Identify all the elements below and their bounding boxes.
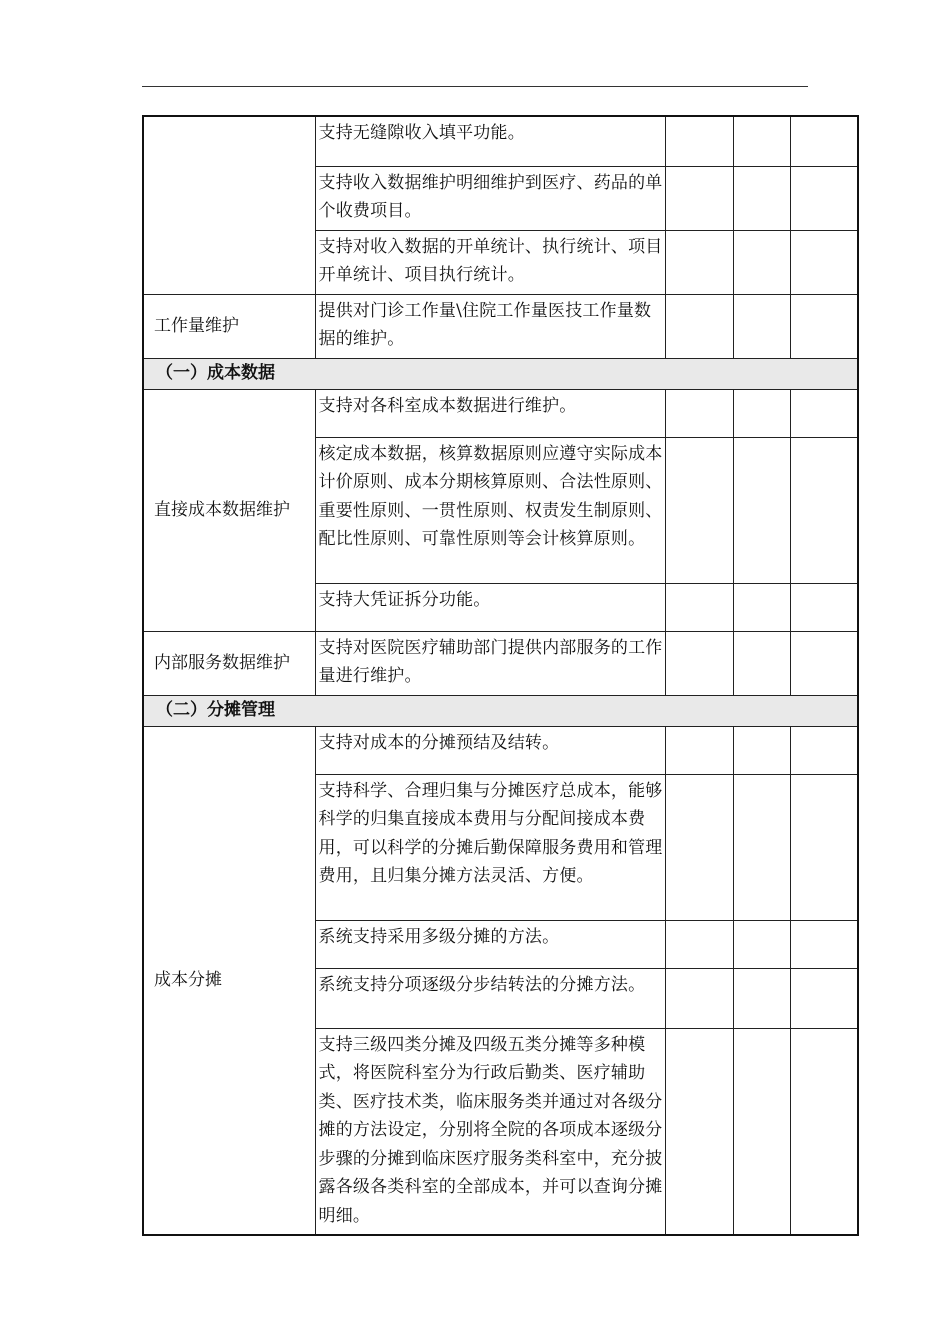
table-row [143, 631, 858, 695]
requirement-text: 支持科学、合理归集与分摊医疗总成本，能够科学的归集直接成本费用与分配间接成本费用，可以科学的分摊后勤保障服务费用和管理费用，且归集分摊方法灵活、方便。 [315, 774, 665, 920]
check-cell [665, 726, 733, 774]
check-cell [665, 920, 733, 968]
requirement-text: 支持对医院医疗辅助部门提供内部服务的工作量进行维护。 [315, 631, 665, 695]
check-cell [790, 1028, 858, 1235]
check-cell [790, 583, 858, 631]
requirement-text: 支持三级四类分摊及四级五类分摊等多种模式，将医院科室分为行政后勤类、医疗辅助类、医疗技术类，临床服务类并通过对各级分摊的方法设定，分别将全院的各项成本逐级分步骤的分摊到临床医疗服务类科室中，充分披露各级各类科室的全部成本，并可以查询分摊明细。 [315, 1028, 665, 1235]
section-header-row [143, 695, 858, 726]
check-cell [665, 389, 733, 437]
requirement-text: 核定成本数据，核算数据原则应遵守实际成本计价原则、成本分期核算原则、合法性原则、重要性原则、一贯性原则、权责发生制原则、配比性原则、可靠性原则等会计核算原则。 [315, 437, 665, 583]
check-cell [733, 631, 790, 695]
check-cell [733, 920, 790, 968]
check-cell [790, 116, 858, 166]
table-row [143, 294, 858, 358]
check-cell [665, 166, 733, 230]
requirement-text: 支持收入数据维护明细维护到医疗、药品的单个收费项目。 [315, 166, 665, 230]
check-cell [733, 968, 790, 1028]
check-cell [665, 631, 733, 695]
check-cell [733, 1028, 790, 1235]
requirement-text: 系统支持分项逐级分步结转法的分摊方法。 [315, 968, 665, 1028]
check-cell [733, 230, 790, 294]
section-header-row [143, 358, 858, 389]
requirement-text: 支持对各科室成本数据进行维护。 [315, 389, 665, 437]
check-cell [790, 920, 858, 968]
check-cell [665, 968, 733, 1028]
check-cell [665, 230, 733, 294]
check-cell [790, 230, 858, 294]
table-row [143, 726, 858, 774]
requirement-text: 支持对收入数据的开单统计、执行统计、项目开单统计、项目执行统计。 [315, 230, 665, 294]
table-row [143, 389, 858, 437]
check-cell [665, 116, 733, 166]
category-cell: 内部服务数据维护 [143, 631, 315, 695]
requirement-text: 支持对成本的分摊预结及结转。 [315, 726, 665, 774]
check-cell [733, 583, 790, 631]
check-cell [733, 774, 790, 920]
check-cell [733, 166, 790, 230]
check-cell [733, 294, 790, 358]
category-cell: 成本分摊 [143, 726, 315, 1235]
check-cell [733, 389, 790, 437]
requirement-text: 系统支持采用多级分摊的方法。 [315, 920, 665, 968]
category-cell [143, 116, 315, 294]
category-cell: 直接成本数据维护 [143, 389, 315, 631]
check-cell [790, 726, 858, 774]
requirement-text: 支持无缝隙收入填平功能。 [315, 116, 665, 166]
check-cell [790, 774, 858, 920]
requirement-text: 支持大凭证拆分功能。 [315, 583, 665, 631]
check-cell [665, 583, 733, 631]
check-cell [665, 774, 733, 920]
check-cell [790, 166, 858, 230]
check-cell [733, 726, 790, 774]
category-cell: 工作量维护 [143, 294, 315, 358]
check-cell [790, 389, 858, 437]
table-row [143, 116, 858, 166]
check-cell [790, 294, 858, 358]
check-cell [665, 1028, 733, 1235]
check-cell [790, 437, 858, 583]
check-cell [790, 968, 858, 1028]
check-cell [665, 294, 733, 358]
section-title: （一）成本数据 [143, 358, 858, 389]
header-rule [142, 86, 808, 87]
section-title: （二）分摊管理 [143, 695, 858, 726]
check-cell [733, 116, 790, 166]
requirements-table [142, 115, 859, 1236]
check-cell [733, 437, 790, 583]
check-cell [665, 437, 733, 583]
check-cell [790, 631, 858, 695]
requirement-text: 提供对门诊工作量\住院工作量医技工作量数据的维护。 [315, 294, 665, 358]
